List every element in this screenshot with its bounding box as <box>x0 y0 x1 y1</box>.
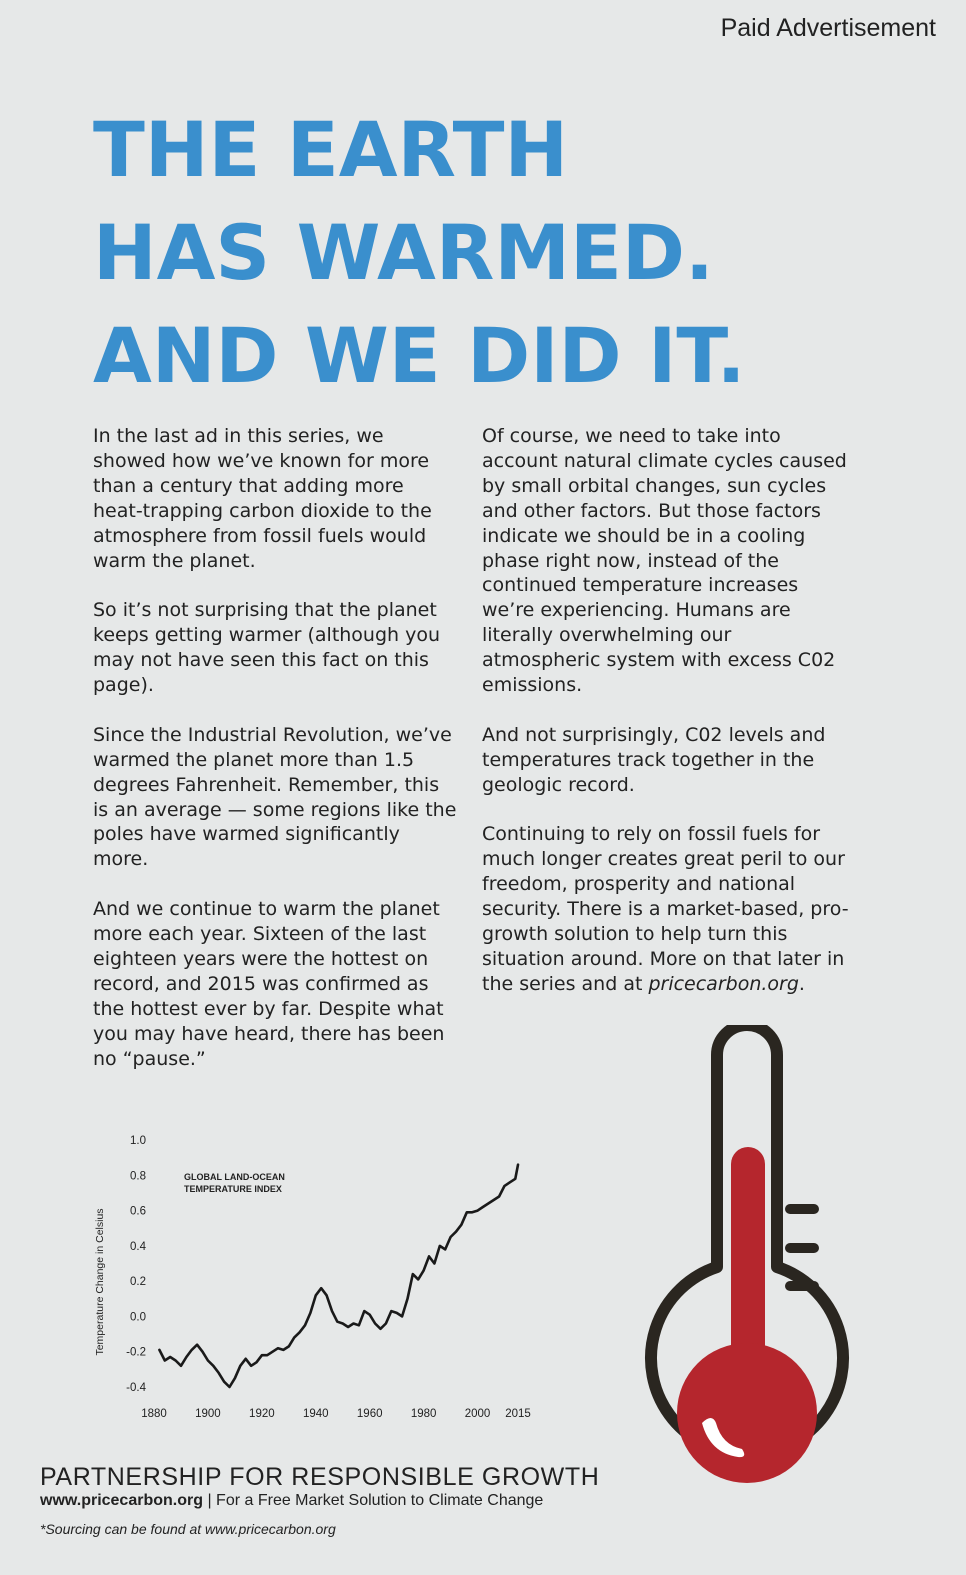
footer-url-link[interactable]: www.pricecarbon.org <box>40 1492 203 1509</box>
sourcing-note: *Sourcing can be found at www.pricecarbon.org <box>40 1521 336 1537</box>
headline <box>93 98 746 407</box>
chart-x-tick-label: 1940 <box>302 1408 329 1420</box>
chart-y-tick-label: 0.0 <box>130 1311 146 1324</box>
chart-y-tick-label: 0.8 <box>130 1170 146 1183</box>
body-paragraph: In the last ad in this series, we showed how we’ve known for more than a century that adding more heat-trapping carbon dioxide to the atmosphere from fossil fuels would warm the planet. <box>93 425 432 572</box>
body-paragraph: Since the Industrial Revolution, we’ve warmed the planet more than 1.5 degrees Fahrenheit. Remember, this is an average — some regions like the poles have warmed significantly more. <box>93 723 457 871</box>
chart-x-tick-label: 1900 <box>195 1408 221 1420</box>
chart-title-line-2: TEMPERATURE INDEX <box>184 1184 282 1194</box>
thermometer-illustration <box>630 1025 870 1525</box>
chart-y-tick-label: 0.4 <box>130 1240 146 1253</box>
chart-y-tick-label: -0.2 <box>126 1346 146 1359</box>
organization-name: PARTNERSHIP FOR RESPONSIBLE GROWTH <box>40 1463 600 1491</box>
chart-x-tick-label: 2015 <box>505 1408 531 1420</box>
chart-title-line-1: GLOBAL LAND-OCEAN <box>184 1172 285 1182</box>
body-column-left <box>93 424 458 1096</box>
chart-y-tick-label: 0.2 <box>130 1276 146 1289</box>
headline-line-2: HAS WARMED. <box>93 208 714 297</box>
body-paragraph: And we continue to warm the planet more each year. Sixteen of the last eighteen years were the hottest on record, and 2015 was confirmed as the hottest ever by far. Despite what you may have heard, there has been no “pause.” <box>93 898 445 1070</box>
body-paragraph: So it’s not surprising that the planet keeps getting warmer (although you may not have seen this fact on this page). <box>93 599 441 697</box>
chart-y-tick-label: 0.6 <box>130 1205 146 1218</box>
footer-tagline: For a Free Market Solution to Climate Change <box>216 1492 544 1509</box>
chart-series-line <box>159 1165 518 1387</box>
paid-advertisement-label: Paid Advertisement <box>720 14 936 42</box>
chart-x-tick-label: 1980 <box>410 1408 437 1420</box>
body-column-right <box>482 424 852 997</box>
body-paragraph: Of course, we need to take into account natural climate cycles caused by small orbital changes, sun cycles and other factors. But those factors indicate we should be in a cooling phase right now, instead of the continued temperature increases we’re experiencing. Humans are literally overwhelming our atmospheric system with excess C02 emissions. <box>482 425 847 697</box>
chart-x-tick-label: 1880 <box>141 1408 167 1420</box>
thermometer-bulb <box>677 1343 817 1483</box>
chart-x-tick-label: 1920 <box>249 1408 275 1420</box>
headline-line-1: THE EARTH <box>93 105 569 194</box>
footer-separator: | <box>203 1492 217 1509</box>
chart-x-tick-label: 1960 <box>356 1408 383 1420</box>
body-paragraph-final <box>482 822 852 996</box>
body-text: Continuing to rely on fossil fuels for much longer creates great peril to our freedom, prosperity and national security. There is a market-based, pro-growth solution to help turn this situation around. More on that later in the series and at <box>482 823 849 995</box>
headline-line-3: AND WE DID IT. <box>93 311 746 400</box>
body-text-period: . <box>798 972 805 995</box>
chart-x-tick-label: 2000 <box>464 1408 491 1420</box>
temperature-chart-svg <box>88 1125 558 1435</box>
temperature-chart <box>88 1125 558 1435</box>
thermometer-icon <box>630 1025 870 1525</box>
footer-contact-line <box>40 1492 543 1510</box>
pricecarbon-link[interactable]: pricecarbon.org <box>648 972 799 995</box>
body-paragraph: And not surprisingly, C02 levels and temperatures track together in the geologic record. <box>482 723 826 796</box>
chart-y-axis-label: Temperature Change in Celsius <box>94 1208 106 1356</box>
chart-y-tick-label: -0.4 <box>126 1382 146 1394</box>
chart-y-tick-label: 1.0 <box>130 1135 146 1147</box>
